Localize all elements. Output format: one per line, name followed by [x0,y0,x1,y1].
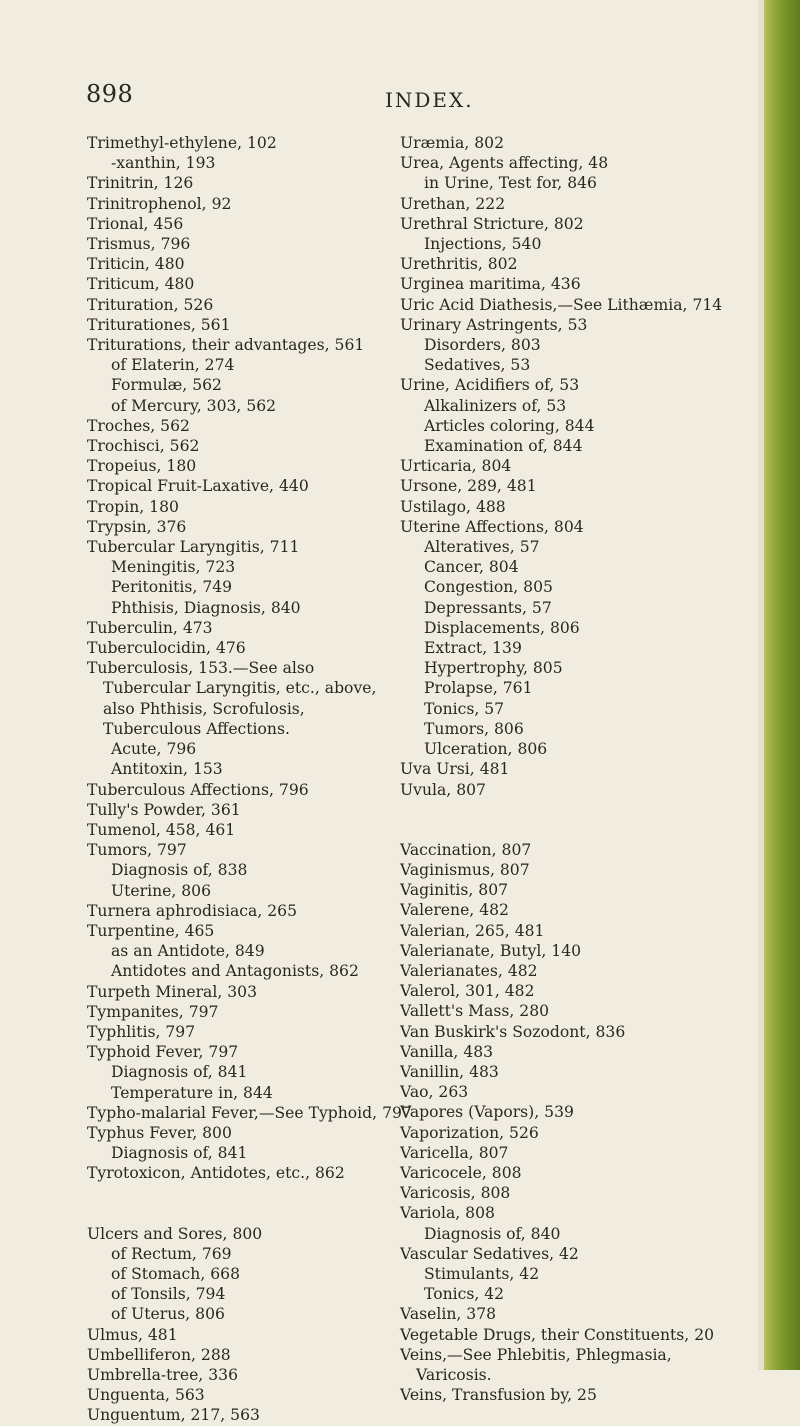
index-entry: Trismus, 796 [87,235,191,254]
index-entry: Triticin, 480 [87,255,185,274]
index-entry: Veins,—See Phlebitis, Phlegmasia, Varicosis. [400,1345,672,1384]
index-entry: Vaginismus, 807 [400,860,530,879]
index-entry: Trypsin, 376 [87,517,187,536]
index-entry: Uterine Affections, 804 [400,517,584,536]
index-entry: Urethan, 222 [400,194,506,213]
index-subentry: Formulæ, 562 [111,376,222,395]
right-column [400,133,723,1405]
index-entry: Tubercular Laryngitis, 711 [87,538,300,557]
index-entry: Urticaria, 804 [400,457,512,476]
index-subentry: of Tonsils, 794 [111,1285,226,1304]
left-column [87,133,412,1426]
index-entry: Typhus Fever, 800 [87,1123,232,1142]
index-entry: Tympanites, 797 [87,1002,219,1021]
index-subentry: of Uterus, 806 [111,1305,225,1324]
index-subentry: Antidotes and Antagonists, 862 [111,962,359,981]
index-entry: Variola, 808 [400,1204,495,1223]
index-entry: Valerene, 482 [400,901,509,920]
index-subentry: of Stomach, 668 [111,1264,240,1283]
index-subentry: Congestion, 805 [424,578,553,597]
index-entry: Vanilla, 483 [400,1042,494,1061]
index-entry: Valerianate, Butyl, 140 [400,941,582,960]
index-entry: Turnera aphrodisiaca, 265 [87,901,298,920]
index-subentry: of Mercury, 303, 562 [111,396,277,415]
index-entry: Unguentum, 217, 563 [87,1406,260,1425]
index-entry: Tropin, 180 [87,497,179,516]
index-entry: Umbelliferon, 288 [87,1345,231,1364]
index-subentry: Peritonitis, 749 [111,578,233,597]
index-entry: Uric Acid Diathesis,—See Lithæmia, 714 [400,295,723,314]
index-entry: Vapores (Vapors), 539 [400,1103,574,1122]
index-entry: Trituration, 526 [87,295,214,314]
index-subentry: Phthisis, Diagnosis, 840 [111,598,301,617]
index-entry: Tuberculin, 473 [87,618,213,637]
section-gap [87,1184,397,1224]
index-entry: Urginea maritima, 436 [400,275,581,294]
index-entry: Trinitrophenol, 92 [87,194,232,213]
index-entry: Trional, 456 [87,214,184,233]
index-entry: Turpentine, 465 [87,921,215,940]
index-entry: Varicosis, 808 [400,1184,511,1203]
index-entry: Urea, Agents affecting, 48 [400,154,609,173]
index-subentry: Acute, 796 [111,740,197,759]
index-subentry: Meningitis, 723 [111,558,236,577]
index-entry: Vaselin, 378 [400,1305,497,1324]
index-entry: Triticum, 480 [87,275,195,294]
index-subentry: Diagnosis of, 838 [111,861,248,880]
index-subentry: Sedatives, 53 [424,356,531,375]
entry-group [400,133,723,800]
index-subentry: Depressants, 57 [424,598,552,617]
index-entry: Tropical Fruit-Laxative, 440 [87,477,309,496]
entry-group [400,840,720,1406]
index-entry: Tumors, 797 [87,841,187,860]
index-entry: Trinitrin, 126 [87,174,194,193]
index-subentry: Uterine, 806 [111,881,212,900]
index-entry: Tully's Powder, 361 [87,800,241,819]
index-entry: Urine, Acidifiers of, 53 [400,376,580,395]
index-subentry: Injections, 540 [424,235,542,254]
index-subentry: Diagnosis of, 841 [111,1144,248,1163]
index-entry: Turpeth Mineral, 303 [87,982,258,1001]
index-entry: Tuberculocidin, 476 [87,639,246,658]
index-subentry: Alkalinizers of, 53 [424,396,567,415]
index-entry: Trimethyl-ethylene, 102 [87,134,277,152]
index-subentry: Diagnosis of, 841 [111,1063,248,1082]
index-entry: Varicocele, 808 [400,1163,522,1182]
index-entry: Valerol, 301, 482 [400,982,535,1001]
index-entry: Veins, Transfusion by, 25 [400,1386,597,1405]
index-subentry: Tonics, 42 [424,1285,505,1304]
index-entry: Troches, 562 [87,416,190,435]
section-gap [400,800,720,840]
index-entry: Vascular Sedatives, 42 [400,1244,579,1263]
index-subentry: Ulceration, 806 [424,740,548,759]
index-entry: Uva Ursi, 481 [400,760,510,779]
index-entry: Vaporization, 526 [400,1123,539,1142]
index-subentry: Alteratives, 57 [424,538,540,557]
index-entry: Unguenta, 563 [87,1386,205,1405]
index-entry: Uvula, 807 [400,780,486,799]
index-entry: Umbrella-tree, 336 [87,1365,238,1384]
index-entry: Typho-malarial Fever,—See Typhoid, 797 [87,1103,412,1122]
index-subentry: of Rectum, 769 [111,1244,232,1263]
running-head: INDEX. [385,88,474,112]
index-entry: Vaccination, 807 [400,840,532,859]
index-subentry: Antitoxin, 153 [111,760,223,779]
index-subentry: Examination of, 844 [424,437,583,456]
index-subentry: Diagnosis of, 840 [424,1224,561,1243]
index-subentry: as an Antidote, 849 [111,942,265,961]
index-entry: Ustilago, 488 [400,497,506,516]
index-subentry: of Elaterin, 274 [111,356,235,375]
index-entry: Ulcers and Sores, 800 [87,1224,263,1243]
index-entry: Triturations, their advantages, 561 [87,336,365,355]
index-entry: Ursone, 289, 481 [400,477,537,496]
index-entry: Van Buskirk's Sozodont, 836 [400,1022,626,1041]
index-entry: Tuberculous Affections, 796 [87,780,309,799]
index-entry: Urethritis, 802 [400,255,518,274]
entry-group [87,1224,397,1426]
index-subentry: Displacements, 806 [424,618,580,637]
index-entry: Tuberculosis, 153.—See also Tubercular Laryngitis, etc., above, also Phthisis, Scrofulosis, Tuberculous Affections. [87,659,377,738]
index-subentry: -xanthin, 193 [111,154,216,173]
index-entry: Tropeius, 180 [87,457,197,476]
entry-group [87,133,412,1184]
index-entry: Vegetable Drugs, their Constituents, 20 [400,1325,715,1344]
index-entry: Urethral Stricture, 802 [400,214,584,233]
index-entry: Valerian, 265, 481 [400,921,545,940]
index-subentry: Cancer, 804 [424,558,519,577]
index-entry: Typhoid Fever, 797 [87,1043,239,1062]
book-page-edge [758,0,800,1370]
index-entry: Vanillin, 483 [400,1062,499,1081]
index-entry: Ulmus, 481 [87,1325,178,1344]
index-subentry: in Urine, Test for, 846 [424,174,597,193]
index-subentry: Tumors, 806 [424,719,524,738]
index-entry: Typhlitis, 797 [87,1022,196,1041]
index-subentry: Hypertrophy, 805 [424,659,563,678]
index-entry: Urinary Astringents, 53 [400,315,588,334]
index-entry: Vao, 263 [400,1083,469,1102]
index-entry: Varicella, 807 [400,1143,509,1162]
index-entry: Valerianates, 482 [400,961,538,980]
index-subentry: Temperature in, 844 [111,1083,273,1102]
index-entry: Uræmia, 802 [400,134,505,152]
index-entry: Trochisci, 562 [87,437,200,456]
page-number: 898 [86,80,134,108]
index-subentry: Disorders, 803 [424,336,541,355]
index-subentry: Articles coloring, 844 [424,416,595,435]
index-subentry: Stimulants, 42 [424,1264,540,1283]
index-subentry: Prolapse, 761 [424,679,533,698]
index-subentry: Tonics, 57 [424,699,505,718]
index-subentry: Extract, 139 [424,639,522,658]
index-entry: Triturationes, 561 [87,315,231,334]
index-entry: Vaginitis, 807 [400,881,509,900]
index-entry: Tyrotoxicon, Antidotes, etc., 862 [87,1164,345,1183]
index-entry: Tumenol, 458, 461 [87,820,236,839]
index-entry: Vallett's Mass, 280 [400,1002,550,1021]
